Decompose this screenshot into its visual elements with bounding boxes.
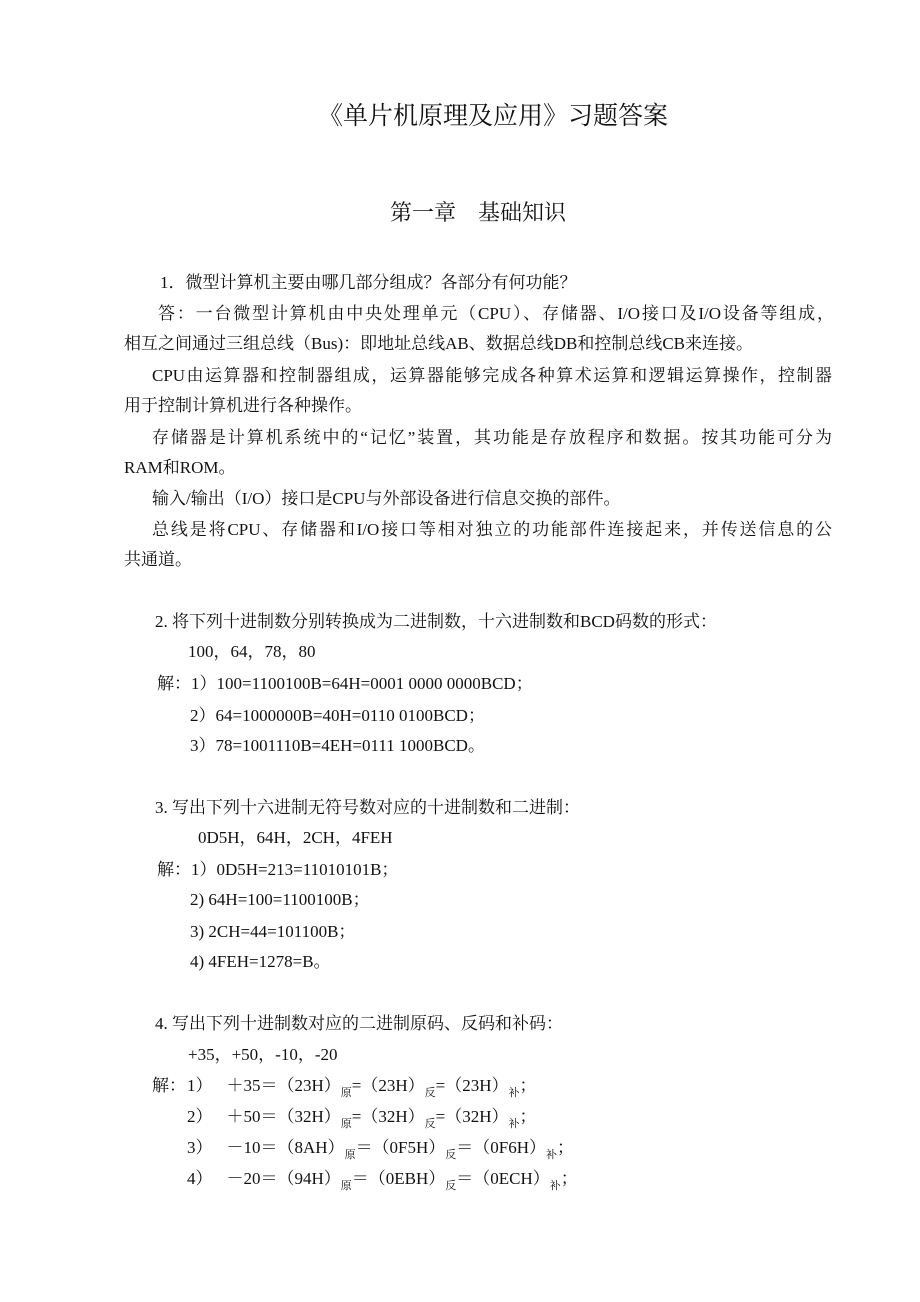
subscript-original: 原 — [340, 1118, 352, 1130]
decimal-value: ＋50＝ — [226, 1107, 278, 1126]
subscript-inverse: 反 — [445, 1180, 457, 1192]
original-code: （94H） — [277, 1169, 341, 1188]
question-2: 2. 将下列十进制数分别转换成为二进制数，十六进制数和BCD码数的形式： — [155, 612, 717, 631]
subscript-original: 原 — [340, 1087, 352, 1099]
answer-line: 共通道。 — [124, 550, 192, 569]
answer-line: 解：1）0D5H=213=11010101B； — [157, 860, 399, 879]
twos-complement: （32H） — [445, 1107, 509, 1126]
answer-line: 3）78=1001110B=4EH=0111 1000BCD。 — [190, 736, 485, 755]
original-code: （8AH） — [277, 1138, 345, 1157]
question-values: 0D5H，64H，2CH，4FEH — [198, 828, 393, 847]
answer-line: 存储器是计算机系统中的“记忆”装置，其功能是存放程序和数据。按其功能可分为 — [152, 428, 832, 447]
answer-line — [187, 1168, 578, 1192]
answer-line: 总线是将CPU、存储器和I/O接口等相对独立的功能部件连接起来，并传送信息的公 — [152, 520, 832, 539]
ones-complement: （32H） — [361, 1107, 425, 1126]
subscript-inverse: 反 — [445, 1149, 457, 1161]
answer-line — [187, 1075, 537, 1099]
equals: = — [435, 1076, 446, 1095]
question-3: 3. 写出下列十六进制无符号数对应的十进制数和二进制： — [155, 798, 580, 817]
decimal-value: －20＝ — [226, 1169, 278, 1188]
equals: ＝ — [355, 1138, 373, 1157]
answer-line: 答：一台微型计算机由中央处理单元（CPU）、存储器、I/O接口及I/O设备等组成， — [158, 304, 834, 323]
ones-complement: （0EBH） — [368, 1169, 446, 1188]
answer-line: 解：1）100=1100100B=64H=0001 0000 0000BCD； — [157, 674, 533, 693]
ones-complement: （0F5H） — [372, 1138, 446, 1157]
equals: = — [435, 1107, 446, 1126]
ones-complement: （23H） — [361, 1076, 425, 1095]
terminator: ； — [557, 1138, 575, 1157]
answer-line: RAM和ROM。 — [124, 458, 236, 477]
subscript-original: 原 — [344, 1149, 356, 1161]
decimal-value: ＋35＝ — [226, 1076, 278, 1095]
subscript-original: 原 — [340, 1180, 352, 1192]
answer-line — [187, 1137, 574, 1161]
item-number: 3） — [187, 1138, 213, 1157]
answer-line: 2）64=1000000B=40H=0110 0100BCD； — [190, 706, 485, 725]
answer-line: 3) 2CH=44=101100B； — [190, 922, 356, 941]
subscript-complement: 补 — [549, 1180, 561, 1192]
answer-prefix: 解： — [152, 1076, 186, 1095]
question-values: +35，+50，-10，-20 — [188, 1045, 338, 1064]
twos-complement: （0ECH） — [473, 1169, 550, 1188]
terminator: ； — [560, 1169, 578, 1188]
answer-line: CPU由运算器和控制器组成，运算器能够完成各种算术运算和逻辑运算操作，控制器 — [152, 366, 832, 385]
answer-line: 2) 64H=100=1100100B； — [190, 890, 370, 909]
equals: = — [351, 1076, 362, 1095]
twos-complement: （0F6H） — [473, 1138, 547, 1157]
question-1: 1．微型计算机主要由哪几部分组成？各部分有何功能？ — [160, 273, 577, 292]
question-4: 4. 写出下列十进制数对应的二进制原码、反码和补码： — [155, 1014, 563, 1033]
subscript-complement: 补 — [546, 1149, 558, 1161]
chapter-heading: 第一章 基础知识 — [389, 200, 566, 225]
original-code: （32H） — [277, 1107, 341, 1126]
twos-complement: （23H） — [445, 1076, 509, 1095]
decimal-value: －10＝ — [226, 1138, 278, 1157]
answer-line — [187, 1106, 537, 1130]
item-number: 2） — [187, 1107, 213, 1126]
answer-line: 用于控制计算机进行各种操作。 — [124, 396, 362, 415]
subscript-complement: 补 — [508, 1118, 520, 1130]
original-code: （23H） — [277, 1076, 341, 1095]
question-values: 100，64，78，80 — [188, 642, 316, 661]
subscript-inverse: 反 — [424, 1087, 436, 1099]
document-title: 《单片机原理及应用》习题答案 — [317, 103, 668, 130]
equals: ＝ — [456, 1169, 474, 1188]
equals: ＝ — [351, 1169, 369, 1188]
subscript-inverse: 反 — [424, 1118, 436, 1130]
terminator: ； — [519, 1107, 537, 1126]
answer-line: 相互之间通过三组总线（Bus)：即地址总线AB、数据总线DB和控制总线CB来连接。 — [124, 334, 754, 353]
terminator: ； — [519, 1076, 537, 1095]
subscript-complement: 补 — [508, 1087, 520, 1099]
equals: = — [351, 1107, 362, 1126]
item-number: 1） — [187, 1076, 213, 1095]
equals: ＝ — [456, 1138, 474, 1157]
answer-line: 输入/输出（I/O）接口是CPU与外部设备进行信息交换的部件。 — [152, 489, 621, 508]
item-number: 4） — [187, 1169, 213, 1188]
answer-line: 4) 4FEH=1278=B。 — [190, 952, 331, 971]
